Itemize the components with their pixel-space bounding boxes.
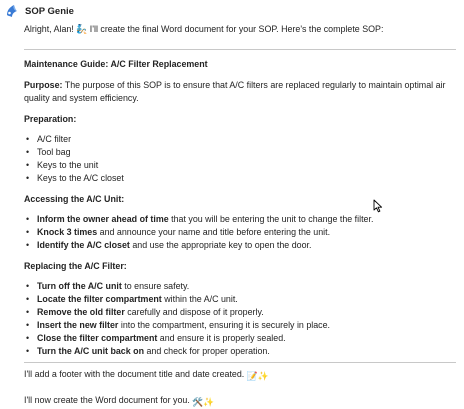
step-bold: Locate the filter compartment — [37, 294, 162, 304]
list-item: • A/C filter — [24, 133, 456, 146]
step-bold: Knock 3 times — [37, 227, 98, 237]
list-item — [24, 293, 456, 306]
list-item — [24, 280, 456, 293]
accessing-heading: Accessing the A/C Unit: — [24, 194, 125, 204]
tools-sparkles-icon: 🛠️✨ — [192, 397, 215, 407]
step-bold: Identify the A/C closet — [37, 240, 130, 250]
list-item — [24, 332, 456, 345]
list-item — [24, 306, 456, 319]
list-item — [24, 226, 456, 239]
step-text: and announce your name and title before entering the unit. — [97, 227, 331, 237]
doc-title: Maintenance Guide: A/C Filter Replacement — [24, 59, 208, 69]
accessing-list — [24, 213, 456, 252]
intro-text: Alright, Alan! 🧞 I'll create the final Word document for your SOP. Here's the complete SOP: — [24, 24, 384, 34]
step-bold: Inform the owner ahead of time — [37, 214, 169, 224]
replacing-list — [24, 280, 456, 358]
step-bold: Remove the old filter — [37, 307, 125, 317]
list-item — [24, 213, 456, 226]
step-text: and check for proper operation. — [144, 346, 270, 356]
chat-header — [4, 3, 74, 19]
preparation-list — [24, 133, 456, 185]
step-bold: Turn off the A/C unit — [37, 281, 122, 291]
step-text: and use the appropriate key to open the door. — [129, 240, 312, 250]
list-item — [24, 345, 456, 358]
purpose-paragraph — [24, 79, 456, 105]
purpose-text: The purpose of this SOP is to ensure that A/C filters are replaced regularly to maintain optimal air quality and system efficiency. — [24, 80, 446, 103]
step-text: within the A/C unit. — [161, 294, 238, 304]
step-bold: Insert the new filter — [37, 320, 119, 330]
replacing-heading: Replacing the A/C Filter: — [24, 261, 127, 271]
step-text: that you will be entering the unit to change the filter. — [168, 214, 374, 224]
divider-bottom — [24, 362, 456, 363]
mouse-cursor-icon — [373, 199, 383, 213]
list-item: • Keys to the unit — [24, 159, 456, 172]
memo-sparkles-icon: 📝✨ — [246, 371, 269, 381]
preparation-heading: Preparation: — [24, 114, 77, 124]
app-name: SOP Genie — [25, 5, 74, 17]
step-bold: Close the filter compartment — [37, 333, 158, 343]
list-item — [24, 239, 456, 252]
closing-text: I'll now create the Word document for you. — [24, 395, 190, 405]
step-text: into the compartment, ensuring it is securely in place. — [118, 320, 330, 330]
footer-note-text: I'll add a footer with the document title and date created. — [24, 369, 245, 379]
step-text: and ensure it is properly sealed. — [157, 333, 286, 343]
list-item — [24, 319, 456, 332]
list-item: • Keys to the A/C closet — [24, 172, 456, 185]
divider-top — [24, 49, 456, 50]
purpose-label: Purpose: — [24, 80, 63, 90]
assistant-message — [24, 23, 456, 409]
step-text: carefully and dispose of it properly. — [124, 307, 264, 317]
closing-note — [24, 394, 456, 409]
footer-note — [24, 368, 456, 383]
list-item: • Tool bag — [24, 146, 456, 159]
step-text: to ensure safety. — [121, 281, 190, 291]
sop-genie-logo-icon — [4, 3, 20, 19]
step-bold: Turn the A/C unit back on — [37, 346, 144, 356]
